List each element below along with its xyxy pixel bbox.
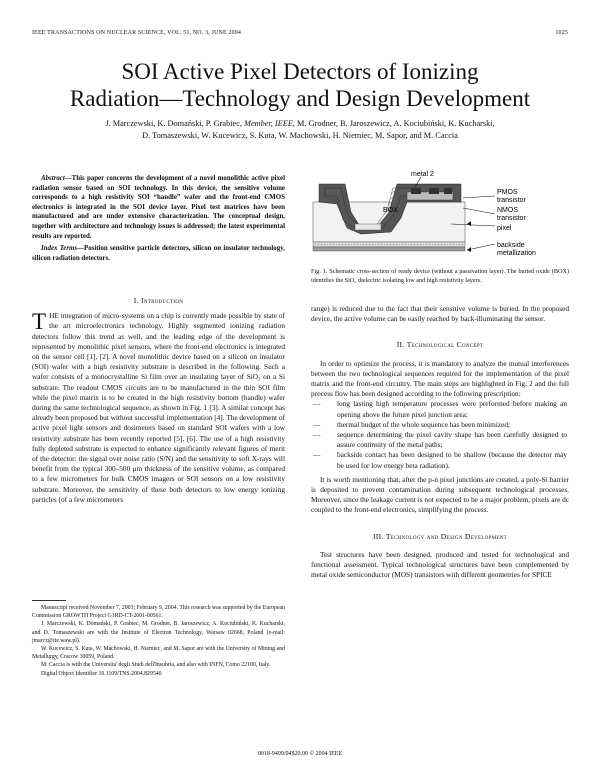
label-pixel: pixel <box>497 225 512 232</box>
left-column-body <box>32 296 285 505</box>
journal-header: IEEE TRANSACTIONS ON NUCLEAR SCIENCE, VOL. 51, NO. 3, JUNE 2004 <box>32 30 242 36</box>
section-2-paragraph-1: In order to optimize the process, it is mandatory to analyze the mutual interferences between the two technological sequences required for the implementation of the pixel matrix and the front-end circuitry. The main steps are highlighted in Fig. 2 and the full process flow has been designed according to the following prescription: <box>311 358 569 399</box>
list-item <box>311 430 569 450</box>
label-metal-2: metal 2 <box>411 171 434 178</box>
list-item-text: sequence determining the pixel cavity shape has been carefully designed to assure continuity of the metal paths; <box>337 430 567 450</box>
intro-text: HE integration of micro-systems on a chip is currently made possible by state of the art microelectronics technology. Highly segmented ionizing radiation detectors follow this trend as well, and the leading edge of the development is represented by monolithic pixel sensors, where the front-end electronics is integrated on the sensor cell [1], [2]. A novel monolithic device based on a silicon on insulator (SOI) wafer with a high resistivity substrate is described in the following. Such a wafer consists of a monocrystalline Si film over an insulating layer of SiO₂ on a Si substrate. The readout CMOS circuits are to be manufactured in the thin SOI film while the pixel matrix is to be created in the high resistivity bottom (handle) wafer during the same technological sequence, as shown in Fig. 1 [3]. A similar concept has already been proposed but without successful implementation [4]. The development of active pixel light sensors and dosimeters based on standard SOI wafers with a low resistivity substrate has been recently reported [5], [6]. The use of a high resistivity fully depleted substrate is expected to enhance significantly relevant figures of merit of the detector: the signal over noise ratio (S/N) and the sensitivity to soft X-rays will benefit from the typical 300–500 μm thickness of the sensitive volume, as compared to a few micrometers for bulk CMOS imagers or SOI sensors on a low resistivity substrate. Moreover, the sensitivity of these both detectors to low energy ionizing particles (of a few micrometers <box>32 311 285 504</box>
label-nmos: NMOS <box>497 207 518 214</box>
label-nmos-transistor: transistor <box>497 215 526 222</box>
footnote-affiliation-umm: W. Kucewicz, S. Kuta, W. Machowski, H. Niemiec, and M. Sapor are with the University of Mining and Metallurgy, Cracow 30059, Poland. <box>32 646 285 661</box>
title-line-1: SOI Active Pixel Detectors of Ionizing <box>121 59 479 84</box>
list-dash: — <box>313 430 321 440</box>
footnote-manuscript: Manuscript received November 7, 2003; February 9, 2004. This research was supported by the European Commission GROWTH Project G1RD-CT-2001-00561. <box>32 605 285 620</box>
label-pmos: PMOS <box>497 189 518 196</box>
section-2-heading <box>311 340 569 350</box>
list-item-text: long lasting high temperature processes were performed before making an opening above the future pixel junction area; <box>337 399 567 419</box>
section-3-paragraph-1: Test structures have been designed, produced and tested for technological and functional assessment. Typical technological structures have been complemented by metal oxide semiconductor (MOS) transistors with different geometries for SPICE <box>311 549 569 580</box>
section-2-paragraph-2: It is worth mentioning that, after the p-n pixel junctions are created, a poly-Si barrier is deposited to prevent contamination during subsequent technological processes. Moreover, since the leakage current is not expected to be a major problem, pixels are dc coupled to the front-end electronics, simplifying the process. <box>311 474 569 515</box>
footnotes <box>32 600 285 678</box>
list-dash: — <box>313 399 321 409</box>
running-header <box>32 30 568 40</box>
footnote-doi: Digital Object Identifier 10.1109/TNS.2004.829540 <box>41 670 162 677</box>
label-box: BOX <box>383 207 398 214</box>
list-dash: — <box>313 419 321 429</box>
index-terms-text: Position sensitive particle detectors, silicon on insulator technology, silicon radiation detectors. <box>32 245 285 262</box>
authors-part-a: J. Marczewski, K. Domański, P. Grabiec, <box>105 119 245 128</box>
figure-1-caption-text: Schematic cross-section of ready device (without a passivation layer). The buried oxide (BOX) identifies the SiO₂ dielectric isolating low and high resistivity layers. <box>311 268 570 284</box>
section-3-heading <box>311 532 569 542</box>
page-number: 1025 <box>555 30 568 36</box>
section-2-title: Technological Concept <box>406 340 484 350</box>
cross-section-diagram <box>311 168 569 268</box>
abstract-label: Abstract— <box>41 175 72 182</box>
abstract-block <box>32 174 285 263</box>
list-item <box>311 420 569 430</box>
title-line-2: Radiation—Technology and Design Development <box>69 86 531 111</box>
list-dash: — <box>313 450 321 460</box>
issn-footer: 0018-9499/04$20.00 © 2004 IEEE <box>257 751 343 757</box>
figure-1 <box>311 168 569 268</box>
drop-cap: T <box>32 309 47 335</box>
footnote-affiliation-insubria: M. Caccia is with the Universita' degli Studi dell'Insubria, and also with INFN, Como 22100, Italy. <box>41 662 271 669</box>
author-line-1 <box>30 118 570 130</box>
section-1-title: Introduction <box>140 296 184 305</box>
label-metallization: metallization <box>497 250 536 257</box>
section-2-number: II. <box>396 340 407 350</box>
figure-1-caption <box>311 268 569 285</box>
list-item-text: thermal budget of the whole sequence has been minimized; <box>337 419 511 429</box>
label-backside: backside <box>497 242 525 249</box>
section-3-number: III. <box>372 531 386 541</box>
authors-part-b: , M. Grodner, B. Jaroszewicz, A. Kociubiński, K. Kucharski, <box>292 119 495 128</box>
member-designation: Member, IEEE <box>244 119 293 128</box>
intro-continuation: range) is reduced due to the fact that their sensitive volume is buried. In the proposed device, the active volume can be easily reached by back-illuminating the sensor. <box>311 304 569 324</box>
label-pmos-transistor: transistor <box>497 197 526 204</box>
footnote-affiliation-ite: J. Marczewski, K. Domański, P. Grabiec, M. Grodner, B. Jaroszewicz, A. Kociubiński, K. Kucharski, and D. Tomaszewski are with the Institute of Electron Technology, Warsaw 02668, Poland (e-mail: jmarcz@ite.waw.pl). <box>32 621 285 644</box>
process-prescription-list <box>311 399 569 470</box>
section-3-title: Technology and Design Development <box>385 531 508 541</box>
figure-1-caption-label: Fig. 1. <box>311 268 328 275</box>
footnote-rule <box>32 600 66 601</box>
paper-title <box>0 58 600 112</box>
abstract-text: This paper concerns the development of a novel monolithic active pixel radiation sensor based on SOI technology. In this device, the sensitive volume corresponds to a high resistivity SOI “handle” wafer and the front-end CMOS electronics is integrated in the SOI device layer. Pixel test matrices have been manufactured and are under extensive characterization. The conceptual design, together with architecture and technology issues is addressed; the latest experimental results are reported. <box>32 175 285 240</box>
section-1-number: I. <box>133 296 141 305</box>
abstract <box>32 174 285 241</box>
intro-paragraph <box>32 311 285 505</box>
index-terms <box>32 244 285 263</box>
list-item <box>311 399 569 419</box>
author-list <box>30 118 570 142</box>
list-item-text: backside contact has been designed to be shallow (because the detector may be used for low energy beta radiation). <box>337 450 567 470</box>
index-terms-label: Index Terms— <box>41 245 84 253</box>
right-column-body <box>311 304 569 580</box>
list-item <box>311 450 569 470</box>
author-line-2: D. Tomaszewski, W. Kucewicz, S. Kuta, W. Machowski, H. Niemiec, M. Sapor, and M. Caccia <box>142 131 458 140</box>
section-1-heading <box>32 296 285 306</box>
